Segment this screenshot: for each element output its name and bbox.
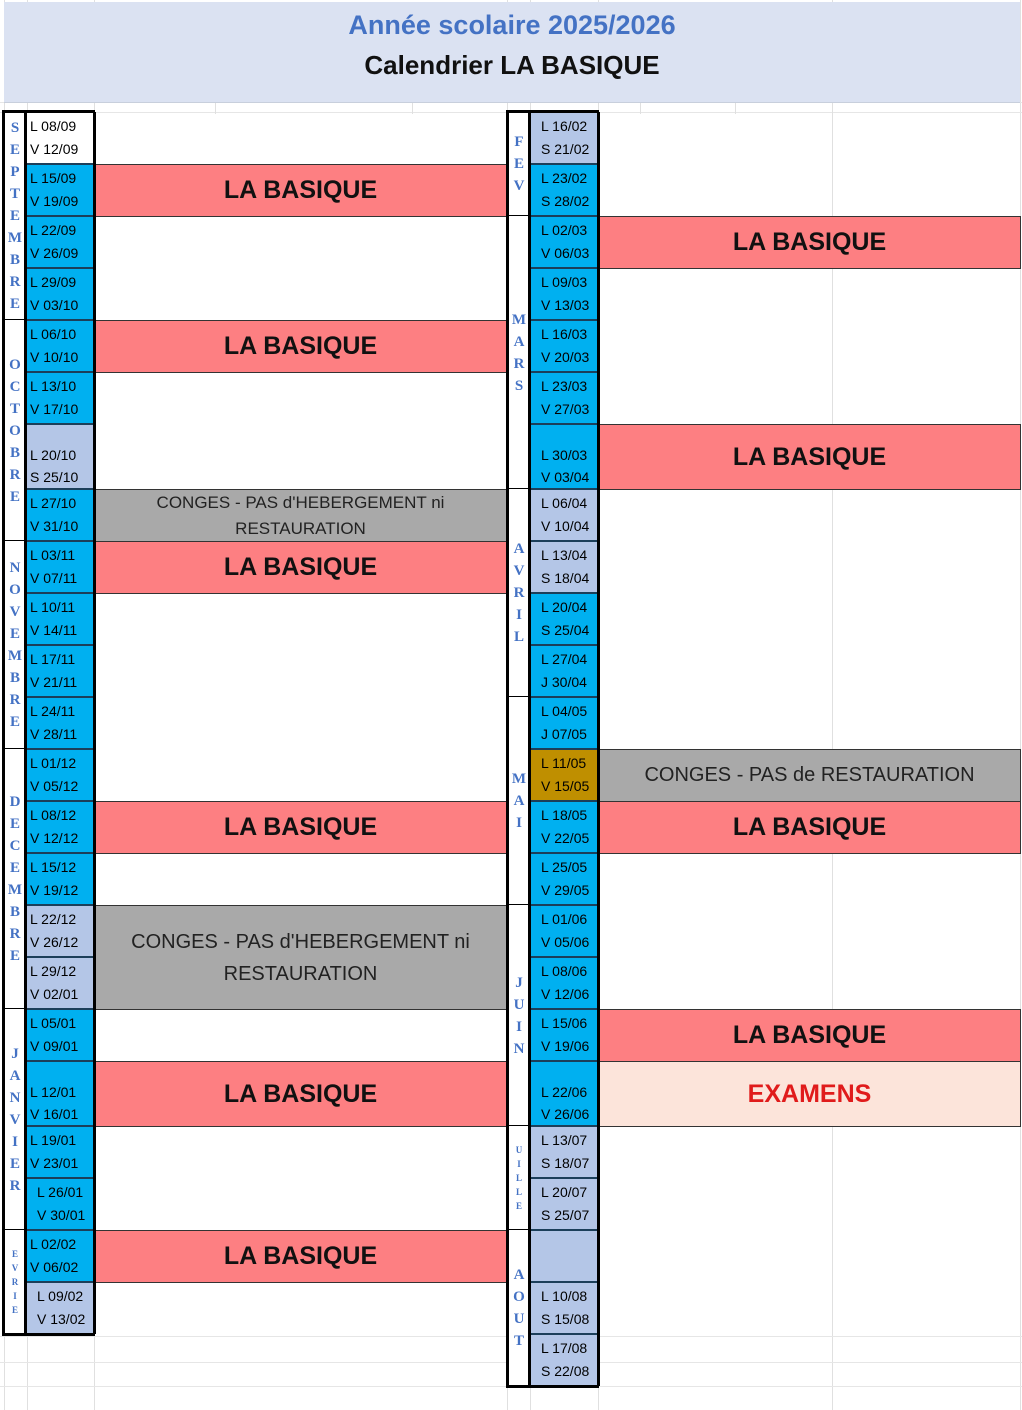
week-start-date: L 18/05 [541, 807, 588, 823]
month-letter: B [9, 670, 20, 686]
month-separator [506, 1385, 530, 1388]
column-border [2, 110, 95, 113]
month-label-cell [508, 697, 530, 905]
week-start-date: L 24/11 [30, 703, 76, 719]
la-basique-band [94, 801, 507, 854]
week-end-date: V 13/03 [541, 297, 590, 313]
week-start-date: L 13/04 [541, 547, 588, 563]
week-start-date: L 08/06 [541, 963, 588, 979]
band-text: LA BASIQUE [223, 176, 378, 204]
month-letter: J [11, 1045, 19, 1062]
month-letter: O [513, 1289, 525, 1305]
band-text: LA BASIQUE [223, 1079, 378, 1108]
month-letter: P [10, 164, 20, 180]
month-letter: E [9, 626, 20, 642]
month-letter: D [9, 794, 21, 810]
week-start-date: L 30/03 [541, 447, 588, 463]
band-text: EXAMENS [747, 1079, 872, 1108]
la-basique-band [598, 424, 1021, 490]
month-letter: M [7, 882, 23, 898]
month-letter: R [9, 926, 21, 942]
week-date-cell [26, 1282, 94, 1334]
week-end-date: S 28/02 [541, 193, 590, 209]
month-letter: L [515, 1173, 522, 1183]
header [4, 2, 1020, 103]
month-letter: E [9, 208, 20, 224]
month-letter: R [11, 1277, 19, 1287]
band-text: LA BASIQUE [223, 332, 378, 360]
week-start-date: L 25/05 [541, 859, 588, 875]
week-date-cell [530, 164, 598, 216]
month-letter: E [9, 488, 20, 505]
week-date-cell [530, 112, 598, 164]
grid-line [1020, 0, 1021, 1410]
month-letter: E [9, 714, 20, 730]
grid-line [832, 0, 833, 1410]
week-start-date: L 23/03 [541, 378, 588, 394]
month-label-cell [508, 112, 530, 216]
week-start-date: L 09/02 [37, 1288, 84, 1304]
month-label-cell [4, 541, 26, 749]
week-end-date: V 19/09 [30, 193, 79, 209]
month-letter: E [513, 156, 524, 172]
week-start-date: L 04/05 [541, 703, 588, 719]
week-start-date: L 29/09 [30, 274, 77, 290]
week-end-date: V 26/09 [30, 245, 79, 261]
week-start-date: L 10/11 [30, 599, 76, 615]
week-end-date: S 25/10 [30, 469, 79, 485]
week-start-date: L 15/09 [30, 170, 77, 186]
month-label-cell [508, 1126, 530, 1230]
week-end-date: V 03/10 [30, 297, 79, 313]
conges-band [598, 749, 1021, 802]
week-start-date: L 16/03 [541, 326, 588, 342]
la-basique-band [598, 1009, 1021, 1062]
month-letter: R [9, 1177, 21, 1194]
month-letter: V [9, 1111, 21, 1128]
week-date-cell [530, 372, 598, 424]
week-start-date: L 26/01 [37, 1184, 84, 1200]
week-date-cell [530, 957, 598, 1009]
week-date-cell [26, 216, 94, 268]
week-end-date: S 18/07 [541, 1155, 590, 1171]
la-basique-band [94, 164, 507, 217]
month-letter: V [513, 178, 525, 194]
column-border [597, 112, 600, 1386]
month-letter: R [9, 466, 21, 483]
la-basique-band [94, 1230, 507, 1283]
week-end-date: V 22/05 [541, 830, 590, 846]
week-date-cell [26, 1061, 94, 1126]
week-start-date: L 20/10 [30, 447, 77, 463]
month-label-cell [508, 905, 530, 1126]
week-end-date: V 07/11 [30, 570, 78, 586]
week-start-date: L 23/02 [541, 170, 588, 186]
week-start-date: L 01/12 [30, 755, 77, 771]
month-label-cell [4, 749, 26, 1009]
week-date-cell [26, 801, 94, 853]
month-letter: C [9, 378, 21, 395]
week-start-date: L 19/01 [30, 1132, 77, 1148]
month-label-cell [508, 216, 530, 489]
calendar-title: Calendrier LA BASIQUE [364, 50, 660, 80]
week-date-cell [26, 320, 94, 372]
week-date-cell [26, 1009, 94, 1061]
week-start-date: L 05/01 [30, 1015, 77, 1031]
week-date-cell [530, 1178, 598, 1230]
week-date-cell [530, 216, 598, 268]
column-border [24, 112, 27, 1334]
week-date-cell [530, 749, 598, 801]
week-end-date: V 26/06 [541, 1106, 590, 1122]
week-date-cell [26, 424, 94, 489]
week-end-date: V 06/03 [541, 245, 590, 261]
week-date-cell [530, 801, 598, 853]
week-end-date: S 21/02 [541, 141, 590, 157]
conges-band [94, 489, 507, 542]
week-start-date: L 12/01 [30, 1084, 77, 1100]
week-end-date: V 26/12 [30, 934, 79, 950]
week-date-cell [26, 593, 94, 645]
column-border [528, 112, 531, 1386]
month-letter: L [515, 1187, 522, 1197]
week-start-date: L 17/11 [30, 651, 76, 667]
month-letter: A [9, 1067, 21, 1084]
month-letter: E [11, 1305, 18, 1315]
week-date-cell [26, 372, 94, 424]
week-end-date: V 06/02 [30, 1259, 79, 1275]
week-end-date: V 17/10 [30, 401, 79, 417]
week-date-cell [26, 1126, 94, 1178]
week-end-date: V 16/01 [30, 1106, 79, 1122]
week-date-cell [26, 905, 94, 957]
week-end-date: V 12/06 [541, 986, 590, 1002]
week-date-cell [530, 1334, 598, 1386]
week-end-date: S 25/07 [541, 1207, 590, 1223]
month-letter: N [9, 1089, 21, 1106]
month-letter: E [9, 860, 20, 876]
week-date-cell [530, 1282, 598, 1334]
week-start-date: L 22/12 [30, 911, 77, 927]
week-date-cell [530, 1126, 598, 1178]
week-date-cell [530, 1009, 598, 1061]
week-end-date: V 19/12 [30, 882, 79, 898]
month-letter: V [11, 1263, 19, 1273]
conges-text-line2: RESTAURATION [223, 962, 378, 985]
month-letter: I [516, 607, 522, 623]
week-end-date: J 07/05 [541, 726, 587, 742]
week-end-date: V 28/11 [30, 726, 78, 742]
month-letter: O [9, 356, 21, 373]
month-letter: E [9, 948, 20, 964]
week-start-date: L 06/04 [541, 495, 588, 511]
month-letter: B [9, 904, 20, 920]
grid-line [215, 102, 216, 114]
week-date-cell [26, 853, 94, 905]
week-date-cell [26, 268, 94, 320]
week-start-date: L 22/06 [541, 1084, 588, 1100]
week-start-date: L 02/02 [30, 1236, 77, 1252]
month-letter: A [513, 333, 525, 350]
month-letter: M [7, 230, 23, 246]
month-letter: F [514, 134, 524, 150]
week-end-date: V 27/03 [541, 401, 590, 417]
month-letter: A [513, 541, 525, 557]
month-letter: N [513, 1040, 525, 1057]
week-date-cell [26, 697, 94, 749]
week-end-date: V 09/01 [30, 1038, 79, 1054]
band-text: LA BASIQUE [732, 813, 887, 841]
month-letter: S [514, 377, 524, 394]
week-end-date: V 13/02 [37, 1311, 86, 1327]
month-letter: A [513, 1267, 525, 1283]
week-start-date: L 13/10 [30, 378, 77, 394]
week-end-date: V 31/10 [30, 518, 79, 534]
week-end-date: V 20/03 [541, 349, 590, 365]
month-letter: C [9, 838, 21, 854]
week-start-date: L 03/11 [30, 547, 76, 563]
week-end-date: J 30/04 [541, 674, 587, 690]
month-letter: U [515, 1145, 523, 1155]
month-letter: A [513, 793, 525, 809]
week-end-date: V 14/11 [30, 622, 78, 638]
month-letter: M [511, 771, 527, 787]
column-border [2, 112, 5, 1334]
week-start-date: L 22/09 [30, 222, 77, 238]
month-letter: T [9, 400, 20, 417]
month-letter: J [515, 974, 523, 991]
month-letter: E [9, 142, 20, 158]
la-basique-band [598, 801, 1021, 854]
band-text: CONGES - PAS de RESTAURATION [644, 764, 975, 786]
week-start-date: L 15/06 [541, 1015, 588, 1031]
week-date-cell [26, 957, 94, 1009]
month-letter: R [9, 274, 21, 290]
week-end-date: V 12/09 [30, 141, 79, 157]
week-start-date: L 27/10 [30, 495, 77, 511]
grid-line [640, 102, 641, 114]
month-letter: L [513, 629, 524, 645]
week-start-date: L 20/07 [541, 1184, 588, 1200]
week-start-date: L 11/05 [541, 755, 587, 771]
week-end-date: V 15/05 [541, 778, 590, 794]
week-end-date: V 19/06 [541, 1038, 590, 1054]
week-end-date: V 21/11 [30, 674, 78, 690]
week-start-date: L 10/08 [541, 1288, 588, 1304]
month-label-cell [508, 1230, 530, 1386]
la-basique-band [94, 541, 507, 594]
month-letter: V [9, 604, 21, 620]
month-letter: M [511, 311, 527, 328]
column-border [24, 1333, 95, 1336]
week-date-cell [530, 541, 598, 593]
week-date-cell [26, 749, 94, 801]
week-date-cell [26, 541, 94, 593]
week-end-date: V 05/06 [541, 934, 590, 950]
week-start-date: L 27/04 [541, 651, 588, 667]
month-label-cell [4, 320, 26, 541]
month-letter: N [9, 560, 21, 576]
examens-band [598, 1061, 1021, 1127]
week-start-date: L 17/08 [541, 1340, 588, 1356]
week-end-date: S 18/04 [541, 570, 590, 586]
la-basique-band [94, 320, 507, 373]
month-letter: R [513, 355, 525, 372]
conges-text-line1: CONGES - PAS d'HEBERGEMENT ni [156, 492, 445, 512]
month-letter: B [9, 444, 20, 461]
month-letter: E [515, 1201, 522, 1211]
month-letter: T [513, 1333, 524, 1349]
month-letter: I [13, 1291, 17, 1301]
week-date-cell [530, 1230, 598, 1282]
month-letter: I [12, 1133, 18, 1150]
week-date-cell [26, 164, 94, 216]
month-letter: V [513, 563, 525, 579]
week-end-date: S 22/08 [541, 1363, 590, 1379]
grid-line [832, 102, 833, 114]
month-letter: E [11, 1249, 18, 1259]
week-start-date: L 08/12 [30, 807, 77, 823]
month-separator [2, 1333, 26, 1336]
month-label-cell [508, 489, 530, 697]
week-start-date: L 16/02 [541, 118, 588, 134]
week-start-date: L 20/04 [541, 599, 588, 615]
week-start-date: L 08/09 [30, 118, 77, 134]
column-border [528, 1385, 599, 1388]
month-letter: B [9, 252, 20, 268]
band-text: LA BASIQUE [223, 1242, 378, 1270]
column-border [506, 110, 599, 113]
month-letter: I [517, 1159, 521, 1169]
month-letter: M [7, 648, 23, 664]
month-letter: U [513, 1311, 525, 1327]
week-date-cell [530, 645, 598, 697]
month-letter: E [9, 816, 20, 832]
band-text: LA BASIQUE [223, 813, 378, 841]
week-date-cell [530, 905, 598, 957]
week-start-date: L 13/07 [541, 1132, 588, 1148]
week-date-cell [26, 645, 94, 697]
week-date-cell [26, 112, 94, 164]
week-date-cell [530, 424, 598, 489]
month-letter: T [9, 186, 20, 202]
week-end-date: V 12/12 [30, 830, 79, 846]
week-end-date: V 10/10 [30, 349, 79, 365]
la-basique-band [598, 216, 1021, 269]
month-letter: U [513, 996, 525, 1013]
week-date-cell [26, 1230, 94, 1282]
month-letter: O [9, 582, 21, 598]
month-letter: S [10, 120, 20, 136]
band-text: LA BASIQUE [223, 553, 378, 581]
month-letter: R [513, 585, 525, 601]
column-border [93, 112, 96, 1334]
school-year-title: Année scolaire 2025/2026 [348, 10, 676, 40]
week-end-date: V 03/04 [541, 469, 590, 485]
week-date-cell [530, 853, 598, 905]
week-date-cell [530, 593, 598, 645]
week-end-date: V 29/05 [541, 882, 590, 898]
week-date-cell [530, 268, 598, 320]
week-start-date: L 15/12 [30, 859, 77, 875]
week-date-cell [26, 489, 94, 541]
month-letter: I [516, 1018, 522, 1035]
month-letter: O [9, 422, 21, 439]
month-label-cell [4, 1230, 26, 1334]
month-letter: E [9, 1155, 20, 1172]
week-start-date: L 29/12 [30, 963, 77, 979]
week-date-cell [530, 489, 598, 541]
conges-text-line1: CONGES - PAS d'HEBERGEMENT ni [131, 930, 470, 953]
band-text: LA BASIQUE [732, 228, 887, 256]
week-end-date: V 05/12 [30, 778, 79, 794]
column-border [506, 112, 509, 1386]
week-date-cell [530, 697, 598, 749]
month-letter: I [516, 815, 522, 831]
band-text: LA BASIQUE [732, 1021, 887, 1049]
week-date-cell [530, 1061, 598, 1126]
week-end-date: V 23/01 [30, 1155, 79, 1171]
month-label-cell [4, 1009, 26, 1230]
week-end-date: V 10/04 [541, 518, 590, 534]
week-start-date: L 01/06 [541, 911, 588, 927]
month-letter: E [9, 296, 20, 312]
band-text: LA BASIQUE [732, 442, 887, 471]
week-end-date: V 02/01 [30, 986, 79, 1002]
week-end-date: V 30/01 [37, 1207, 86, 1223]
week-end-date: S 25/04 [541, 622, 590, 638]
month-letter: R [9, 692, 21, 708]
conges-band [94, 905, 507, 1010]
week-start-date: L 02/03 [541, 222, 588, 238]
month-label-cell [4, 112, 26, 320]
week-date-cell [26, 1178, 94, 1230]
week-end-date: S 15/08 [541, 1311, 590, 1327]
la-basique-band [94, 1061, 507, 1127]
grid-line [735, 102, 736, 114]
week-start-date: L 06/10 [30, 326, 77, 342]
week-date-cell [530, 320, 598, 372]
week-start-date: L 09/03 [541, 274, 588, 290]
conges-text-line2: RESTAURATION [235, 518, 366, 538]
grid-line [412, 102, 413, 114]
